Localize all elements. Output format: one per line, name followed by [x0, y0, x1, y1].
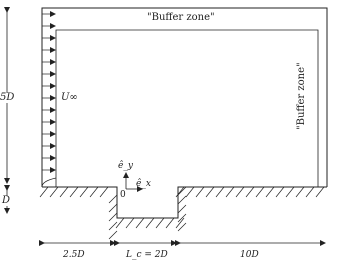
hatch-line — [276, 187, 284, 197]
hatch-line — [100, 187, 108, 197]
hatch-line — [40, 187, 48, 197]
hatch-line — [136, 218, 144, 228]
origin-label: 0 — [120, 190, 126, 200]
axis-y-label: ê_y — [118, 161, 133, 171]
dim-right-label: 10D — [240, 250, 259, 260]
buffer-zone-right-label: "Buffer zone" — [296, 62, 307, 130]
hatch-line — [286, 187, 294, 197]
hatch-line — [236, 187, 244, 197]
hatch-line — [90, 187, 98, 197]
hatch-line — [316, 187, 324, 197]
hatch-line — [216, 187, 224, 197]
hatch-line — [80, 187, 88, 197]
hatch-line — [166, 218, 174, 228]
hatch-line — [206, 187, 214, 197]
axis-x-label: ê_x — [136, 179, 151, 189]
inflow-velocity-profile — [42, 14, 55, 170]
hatch-line — [306, 187, 314, 197]
hatch-line — [186, 187, 194, 197]
hatch-line — [246, 187, 254, 197]
hatch-line — [70, 187, 78, 197]
hatch-line — [178, 205, 186, 213]
hatch-line — [178, 187, 186, 195]
height-d-label: D — [2, 195, 11, 206]
hatch-line — [109, 231, 117, 239]
hatch-line — [176, 187, 184, 197]
dim-left-label: 2.5D — [63, 250, 85, 260]
floor-with-cavity — [42, 187, 327, 218]
floor-hatching — [40, 187, 324, 239]
hatch-line — [109, 195, 117, 203]
hatch-line — [266, 187, 274, 197]
height-5d-label: 5D — [0, 92, 15, 103]
hatch-line — [178, 196, 186, 204]
buffer-zone-boundary — [56, 30, 318, 187]
hatch-line — [109, 204, 117, 212]
hatch-line — [126, 218, 134, 228]
buffer-zone-top-label: "Buffer zone" — [147, 12, 215, 23]
hatch-line — [50, 187, 58, 197]
hatch-line — [116, 218, 124, 228]
domain-boundary — [42, 8, 327, 187]
inflow-velocity-label: U∞ — [61, 92, 78, 103]
hatch-line — [109, 222, 117, 230]
hatch-line — [296, 187, 304, 197]
hatch-line — [256, 187, 264, 197]
hatch-line — [146, 218, 154, 228]
hatch-line — [109, 213, 117, 221]
dim-cavity-label: L_c = 2D — [126, 250, 168, 260]
hatch-line — [60, 187, 68, 197]
boundary-layer-curve — [42, 178, 56, 187]
hatch-line — [156, 218, 164, 228]
hatch-line — [196, 187, 204, 197]
hatch-line — [226, 187, 234, 197]
